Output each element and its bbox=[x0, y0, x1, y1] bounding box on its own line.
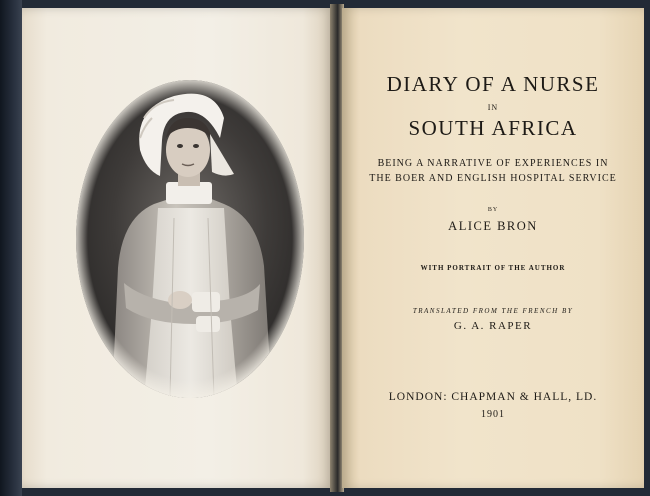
portrait-note: WITH PORTRAIT OF THE AUTHOR bbox=[420, 264, 566, 272]
nurse-portrait-image bbox=[74, 78, 306, 400]
frontispiece-portrait bbox=[74, 78, 306, 400]
translated-by-label: TRANSLATED FROM THE FRENCH BY bbox=[412, 307, 574, 315]
title-line-2: SOUTH AFRICA bbox=[408, 116, 578, 140]
book-cover-edge bbox=[0, 0, 22, 496]
title-in: IN bbox=[487, 103, 499, 112]
title-line-1: DIARY OF A NURSE bbox=[386, 72, 600, 96]
subtitle-line-2: THE BOER AND ENGLISH HOSPITAL SERVICE bbox=[369, 173, 617, 184]
publisher-line: LONDON: CHAPMAN & HALL, LD. bbox=[388, 391, 598, 403]
subtitle-line-1: BEING A NARRATIVE OF EXPERIENCES IN bbox=[377, 158, 609, 169]
publication-year: 1901 bbox=[481, 409, 505, 420]
by-label: BY bbox=[487, 207, 499, 213]
title-page bbox=[342, 8, 644, 488]
translator-name: G. A. RAPER bbox=[453, 320, 533, 332]
author-name: ALICE BRON bbox=[448, 219, 538, 233]
